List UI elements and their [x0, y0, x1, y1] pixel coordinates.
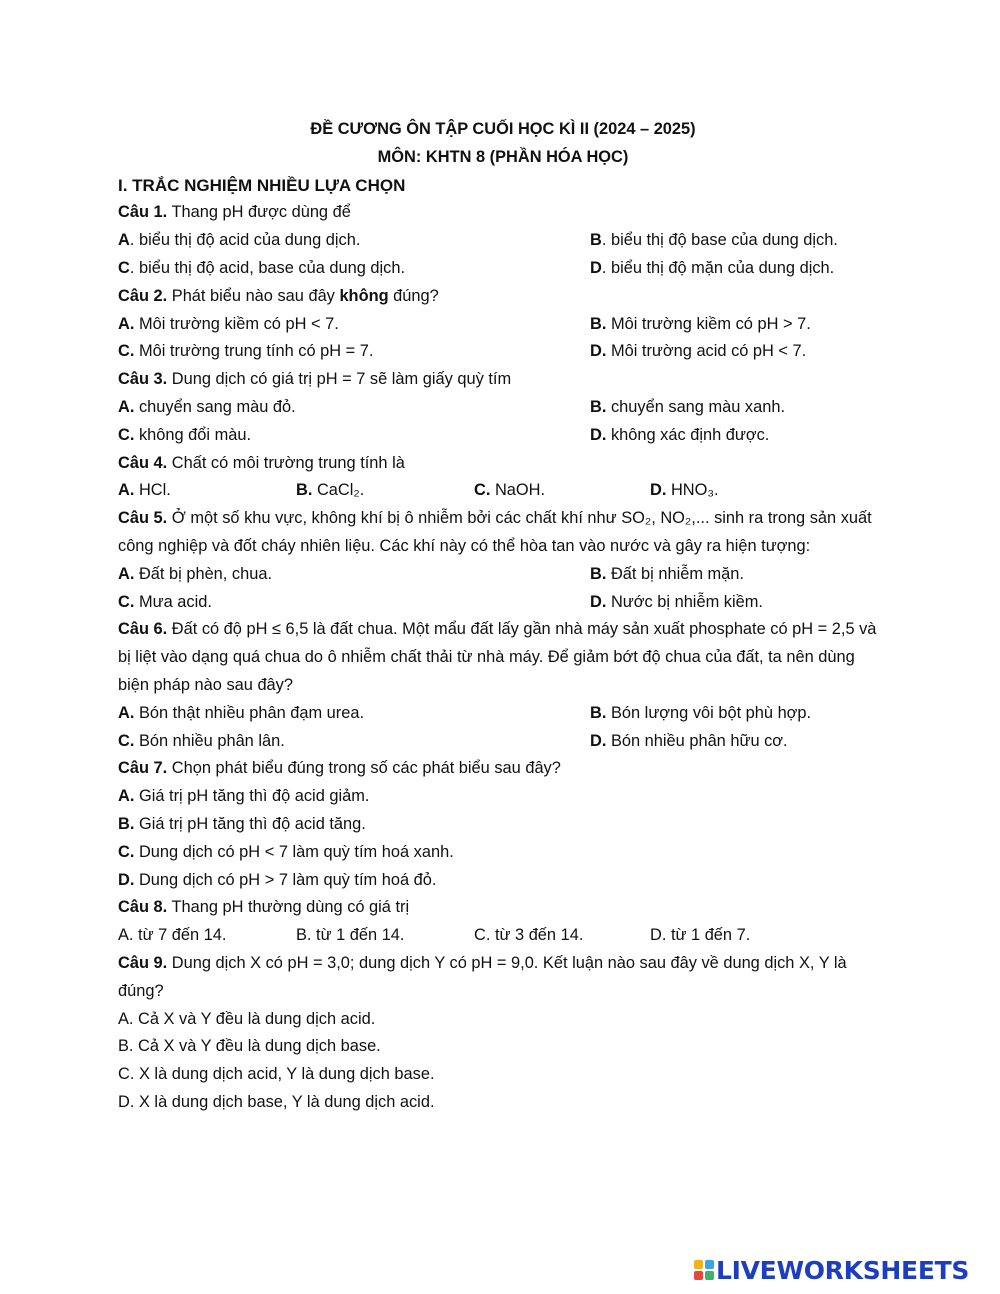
option-d[interactable]: D. biểu thị độ mặn của dung dịch. [590, 258, 835, 277]
option-a[interactable]: A. chuyển sang màu đỏ. [118, 397, 296, 416]
option-d[interactable]: D. Môi trường acid có pH < 7. [590, 342, 807, 361]
option-c[interactable]: C. Dung dịch có pH < 7 làm quỳ tím hoá xanh. [118, 842, 454, 861]
worksheet-page [118, 116, 888, 1117]
option-b[interactable]: B. CaCl₂. [296, 481, 365, 500]
option-b[interactable]: B. chuyển sang màu xanh. [590, 397, 785, 416]
option-c[interactable]: C. Môi trường trung tính có pH = 7. [118, 342, 374, 361]
option-a[interactable]: A. HCl. [118, 481, 171, 500]
question-3: Câu 3. Dung dịch có giá trị pH = 7 sẽ làm giấy quỳ tím [118, 370, 512, 389]
brand-text: LIVEWORKSHEETS [716, 1255, 970, 1285]
option-d[interactable]: D. HNO₃. [650, 481, 719, 500]
question-6: Câu 6. Đất có độ pH ≤ 6,5 là đất chua. Một mẩu đất lấy gần nhà máy sản xuất phosphate có pH = 2,5 và bị liệt vào dạng quá chua do ô nhiễm chất thải từ nhà máy. Để giảm bớt độ chua của đất, ta nên dùng biện pháp nào sau đây? [118, 620, 877, 694]
question-8: Câu 8. Thang pH thường dùng có giá trị [118, 898, 410, 917]
question-3-options-ab [118, 394, 888, 422]
question-5-options-cd [118, 589, 888, 617]
question-5: Câu 5. Ở một số khu vực, không khí bị ô nhiễm bởi các chất khí như SO₂, NO₂,... sinh ra trong sản xuất công nghiệp và đốt cháy nhiên liệu. Các khí này có thể hòa tan vào nước và gây ra hiện tượng: [118, 509, 872, 555]
option-b[interactable]: B. biểu thị độ base của dung dịch. [590, 231, 838, 250]
option-d[interactable]: D. Bón nhiều phân hữu cơ. [590, 731, 788, 750]
question-9: Câu 9. Dung dịch X có pH = 3,0; dung dịch Y có pH = 9,0. Kết luận nào sau đây về dung dịch X, Y là đúng? [118, 953, 847, 1000]
option-d[interactable]: D. X là dung dịch base, Y là dung dịch acid. [118, 1092, 435, 1111]
question-2-options-ab [118, 311, 888, 339]
option-a[interactable]: A. Giá trị pH tăng thì độ acid giảm. [118, 787, 370, 806]
question-4: Câu 4. Chất có môi trường trung tính là [118, 453, 405, 472]
option-c[interactable]: C. từ 3 đến 14. [474, 926, 584, 945]
option-c[interactable]: C. Bón nhiều phân lân. [118, 731, 285, 750]
liveworksheets-logo-icon [694, 1260, 714, 1280]
option-d[interactable]: D. Nước bị nhiễm kiềm. [590, 592, 763, 611]
option-b[interactable]: B. Đất bị nhiễm mặn. [590, 564, 744, 583]
option-c[interactable]: C. không đổi màu. [118, 425, 252, 444]
logo-square [705, 1260, 714, 1269]
option-a[interactable]: A. từ 7 đến 14. [118, 926, 227, 945]
question-6-options-ab [118, 700, 888, 728]
option-a[interactable]: A. Cả X và Y đều là dung dịch acid. [118, 1009, 376, 1028]
question-3-options-cd [118, 422, 888, 450]
question-8-options [118, 922, 888, 950]
option-b[interactable]: B. Môi trường kiềm có pH > 7. [590, 314, 811, 333]
logo-square [694, 1260, 703, 1269]
option-d[interactable]: D. Dung dịch có pH > 7 làm quỳ tím hoá đỏ. [118, 870, 437, 889]
option-a[interactable]: A. Môi trường kiềm có pH < 7. [118, 314, 339, 333]
option-c[interactable]: C. Mưa acid. [118, 592, 212, 611]
logo-square [694, 1271, 703, 1280]
option-b[interactable]: B. Cả X và Y đều là dung dịch base. [118, 1037, 381, 1056]
logo-square [705, 1271, 714, 1280]
option-a[interactable]: A. Bón thật nhiều phân đạm urea. [118, 703, 365, 722]
option-d[interactable]: D. không xác định được. [590, 425, 770, 444]
question-6-options-cd [118, 728, 888, 756]
option-b[interactable]: B. Bón lượng vôi bột phù hợp. [590, 703, 812, 722]
subject-title: MÔN: KHTN 8 (PHẦN HÓA HỌC) [377, 147, 629, 166]
question-2-options-cd [118, 338, 888, 366]
section-heading: I. TRẮC NGHIỆM NHIỀU LỰA CHỌN [118, 175, 406, 195]
question-7: Câu 7. Chọn phát biểu đúng trong số các phát biểu sau đây? [118, 759, 561, 778]
option-d[interactable]: D. từ 1 đến 7. [650, 926, 751, 945]
liveworksheets-brand [694, 1256, 969, 1284]
option-c[interactable]: C. X là dung dịch acid, Y là dung dịch base. [118, 1065, 435, 1084]
question-2: Câu 2. Phát biểu nào sau đây không đúng? [118, 286, 439, 305]
question-4-options [118, 477, 888, 505]
option-b[interactable]: B. từ 1 đến 14. [296, 926, 405, 945]
option-a[interactable]: A. Đất bị phèn, chua. [118, 564, 272, 583]
option-c[interactable]: C. biểu thị độ acid, base của dung dịch. [118, 258, 406, 277]
question-1-options-ab [118, 227, 888, 255]
question-1-options-cd [118, 255, 888, 283]
document-title: ĐỀ CƯƠNG ÔN TẬP CUỐI HỌC KÌ II (2024 – 2025) [310, 120, 696, 138]
question-5-options-ab [118, 561, 888, 589]
question-1: Câu 1. Thang pH được dùng để [118, 203, 351, 222]
option-c[interactable]: C. NaOH. [474, 481, 546, 500]
option-b[interactable]: B. Giá trị pH tăng thì độ acid tăng. [118, 814, 366, 833]
option-a[interactable]: A. biểu thị độ acid của dung dịch. [118, 231, 361, 250]
